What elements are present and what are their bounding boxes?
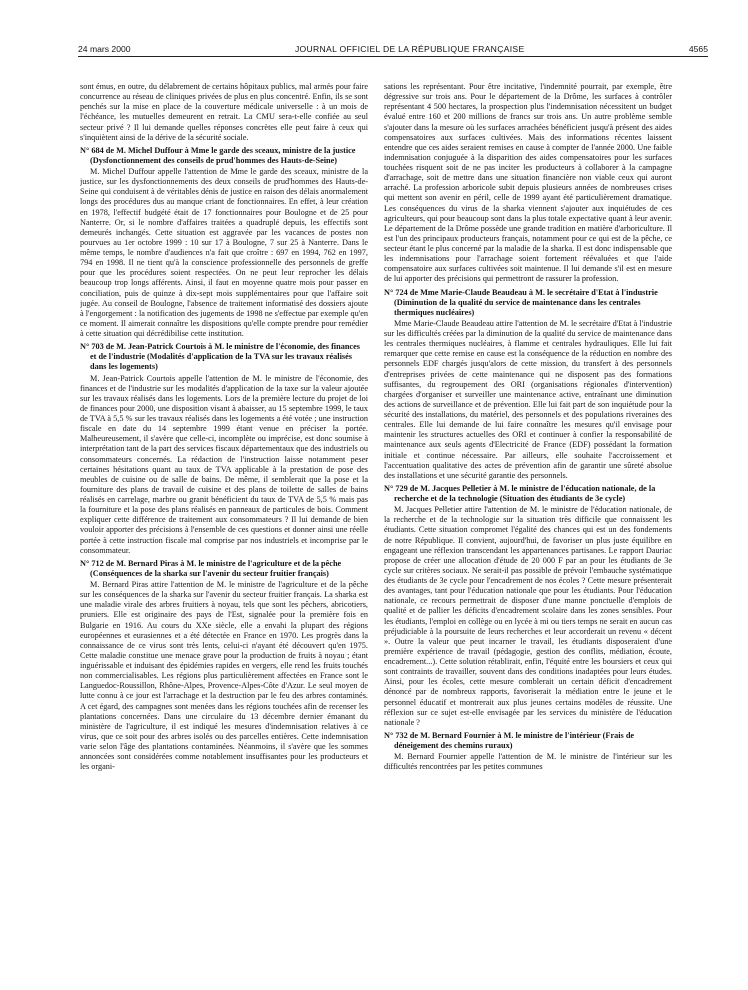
continued-paragraph-712: sations les représentant. Pour être incitative, l'indemnité pourrait, par exemple, être dégressive sur trois ans. Pour le département de la Drôme, les surfaces à contrôler représentant 4 500 hectares, la prospection plus l'indemnisation nécessitent un budget évalué entre 160 et 200 millions de francs sur trois ans. Un autre problème semble s'ajouter dans la mesure où les surfaces arrachées bénéficient jusqu'à présent des aides compensatoires aux surfaces cultivées. Mais des informations récentes laissent entendre que ces aides seraient remises en cause à compter de l'année 2000. Une faible indemnisation conjuguée à la disparition des aides compensatoires pour les surfaces touchées risquent soit de ne pas inciter les producteurs à collaborer à la campagne d'arrachage, soit de mettre dans une situation financière non viable ceux qui auront arraché. La profession arboricole subit depuis plusieurs années de nombreuses crises qui mettent son avenir en péril, celle de 1999 ayant été particulièrement dramatique. Les conséquences du virus de la sharka viennent s'ajouter aux inquiétudes de ces agriculteurs, qui pour beaucoup sont dans la plus totale expectative quant à leur avenir. Le département de la Drôme possède une grande tradition en matière d'arboriculture. Il est l'un des principaux producteurs français, notamment pour ce qui est de la pêche, ce secteur étant le plus concerné par la maladie de la sharka. Il est donc indispensable que les indemnisations pour l'arrachage soient fortement réévaluées et que l'aide compensatoire aux surfaces cultivées soit maintenue. Il lui demande s'il est en mesure de lui apporter des précisions qui permettront de rassurer la profession. xyxy=(384,82,672,284)
question-684-title: N° 684 de M. Michel Duffour à Mme le garde des sceaux, ministre de la justice (Dysfonctionnement des conseils de prud'hommes des Hauts-de-Seine) xyxy=(80,145,356,165)
question-712-body: M. Bernard Piras attire l'attention de M. le ministre de l'agriculture et de la pêche sur les conséquences de la sharka sur l'avenir du secteur fruitier français. La sharka est une maladie virale des arbres fruitiers à noyau, tels que sont les pêchers, abricotiers, pruniers. Elle est originaire des pays de l'Est, signalée pour la première fois en Bulgarie en 1916. Au cours du XXe siècle, elle a envahi la plupart des régions européennes et eurasiennes et a été détectée en France en 1970. Les progrès dans la connaissance de ce virus sont très lents, celui-ci n'ayant été découvert qu'en 1975. Cette maladie constitue une menace grave pour la production de fruits à noyau ; étant inguérissable et induisant des épidémies rapides en vergers, elle rend les fruits touchés non commercialisables. Les régions plus particulièrement affectées en France sont le Languedoc-Roussillon, Rhône-Alpes, Provence-Alpes-Côte d'Azur. Le seul moyen de lutte connu à ce jour est l'arrachage et la destruction par le feu des arbres contaminés. A cet égard, des campagnes sont menées dans les régions touchées afin de recenser les plantations concernées. Dans une circulaire du 13 décembre dernier émanant du ministère de l'agriculture, il est indiqué les mesures d'indemnisation relatives à ce virus, que ce soit pour des arbres isolés ou des parcelles entières. Cette indemnisation varie selon l'âge des plantations contaminées. Néanmoins, il s'avère que les sommes annoncées sont considérées comme notablement insuffisantes pour les producteurs et les organi- xyxy=(80,580,368,772)
page-header xyxy=(78,38,708,54)
question-703-title: N° 703 de M. Jean-Patrick Courtois à M. le ministre de l'économie, des finances et de l'industrie (Modalités d'application de la TVA sur les travaux réalisés dans les logements) xyxy=(80,342,360,372)
left-column xyxy=(80,82,368,982)
continued-paragraph: sont émus, en outre, du délabrement de certains hôpitaux publics, mal armés pour faire concurrence au réseau de cliniques privées de plus en plus concentré. Enfin, ils se sont penchés sur la mise en place de la couverture médicale universelle : à un mois de l'échéance, les mutuelles demeurent en retrait. La CMU sera-t-elle confiée au seul secteur privé ? Il lui demande quelles réponses concrètes elle peut faire à ceux qui s'inquiètent ainsi de la dérive de la sécurité sociale. xyxy=(80,82,368,142)
question-703-body: M. Jean-Patrick Courtois appelle l'attention de M. le ministre de l'économie, des finances et de l'industrie sur les modalités d'application de la taxe sur la valeur ajoutée sur les travaux réalisés dans les logements. Lors de la première lecture du projet de loi de finances pour 2000, une disposition visant à abaisser, au 15 septembre 1999, le taux de TVA à 5,5 % sur les travaux réalisés dans les logements a été votée ; une instruction fiscale en date du 14 septembre 1999 étant venue en préciser la portée. Malheureusement, il s'avère que celle-ci, incomplète ou imprécise, est donc soumise à interprétation tant de la part des services fiscaux départementaux que des industriels ou consommateurs concernés. La rédaction de l'instruction laisse notamment peser certaines hésitations quant au taux de TVA applicable à la prestation de pose des meubles de cuisine ou de salle de bains. De même, il semblerait que la pose et la fourniture des plans de travail de cuisine et des plans de toilette de salles de bains réalisés en carrelage, marbre ou granit bénéficient du taux de TVA de 5,5 % mais pas la fourniture et la pose des plans réalisés en panneaux de particules de bois. Comment expliquer cette différence de traitement aux consommateurs ? Il lui demande de bien vouloir apporter des précisions à l'ensemble de ces questions et donner ainsi une réelle portée à cette instruction fiscale mal comprise par nos industriels et incomprise par le consommateur. xyxy=(80,373,368,555)
question-732-body: M. Bernard Fournier appelle l'attention de M. le ministre de l'intérieur sur les difficultés rencontrées par les petites communes xyxy=(384,752,672,772)
header-page-number: 4565 xyxy=(688,44,708,54)
question-724-title: N° 724 de Mme Marie-Claude Beaudeau à M. le secrétaire d'Etat à l'industrie (Diminution de la qualité du service de maintenance dans les centrales thermiques nucléaires) xyxy=(384,287,658,317)
question-684-body: M. Michel Duffour appelle l'attention de Mme le garde des sceaux, ministre de la justice, sur les dysfonctionnements des deux conseils de prud'hommes des Hauts-de-Seine qui conduisent à de véritables dénis de justice en raison des délais anormalement longs des procédures dus au manque criant de fonctionnaires. En effet, à leur création en 1978, l'effectif budgété était de 17 fonctionnaires pour Boulogne et de 25 pour Nanterre. Or, si le nombre d'affaires traitées a quadruplé depuis, les effectifs sont demeurés inchangés. Cette situation est aggravée par les vacances de postes non pourvues au 1er octobre 1999 : 10 sur 17 à Boulogne, 7 sur 25 à Nanterre. Dans le même temps, le nombre d'audiences n'a fait que croître : 697 en 1994, 762 en 1997, 794 en 1998. Il ne tient qu'à la conscience professionnelle des personnels de greffe pour que les procédures soient respectées. On ne peut leur reprocher les délais beaucoup trop longs afférents. Ainsi, il faut en moyenne quatre mois pour passer en conciliation, puis de quinze à dix-sept mois supplémentaires pour que l'affaire soit jugée. Au conseil de Boulogne, l'absence de traitement informatisé des dossiers ajoute à l'engorgement : la notification des jugements de 1998 ne s'effectue par exemple qu'en ce moment. Il aimerait connaître les dispositions qu'elle compte prendre pour remédier à cette situation qui décrédibilise cette institution. xyxy=(80,167,368,338)
question-729-body: M. Jacques Pelletier attire l'attention de M. le ministre de l'éducation nationale, de la recherche et de la technologie sur la situation très difficile que connaissent les étudiants. Cette situation compromet l'égalité des chances qui est un des fondements de notre République. Il convient, aujourd'hui, de favoriser un plus juste équilibre en engageant une réflexion transcendant les appartenances partisanes. Le rapport Dauriac propose de créer une allocation d'étude de 20 000 F par an pour les étudiants de 3e cycle sur critères sociaux. Ne serait-il pas possible de prévoir l'embauche systématique des étudiants de 3e cycle pour l'encadrement de nos écoles ? Cette mesure présenterait des avantages, tant pour l'éducation nationale que pour les étudiants. Pour l'éducation nationale, ce recours permettrait de disposer d'une manne ponctuelle d'emplois de qualité et de pallier les déficits d'encadrement scolaire dans les zones sensibles. Pour les étudiants, l'emploi en collège ou en lycée à mi ou tiers temps ne serait en aucun cas préjudiciable à la poursuite de leurs recherches et leur accorderait un revenu « décent ». Outre la valeur que peut incarner le travail, les étudiants disposeraient d'une première expérience de travail (pédagogie, gestion des conflits, médiation, écoute, encadrement...). Cette solution rétablirait, enfin, l'équité entre les boursiers et ceux qui sont contraints de travailler, souvent dans des conditions inadaptées pour leurs études. Ainsi, pour les écoles, cette mesure comblerait un certain déficit d'encadrement dénoncé par de nombreux rapports, favoriserait la médiation entre le jeune et le personnel éducatif et montrerait aux plus jeunes certains modèles de réussite. Une réflexion sur ce sujet est-elle envisagée par les services du ministère de l'éducation nationale ? xyxy=(384,505,672,727)
header-rule xyxy=(78,56,708,57)
question-729-title: N° 729 de M. Jacques Pelletier à M. le ministre de l'éducation nationale, de la recherche et de la technologie (Situation des étudiants de 3e cycle) xyxy=(384,483,656,503)
question-732-title: N° 732 de M. Bernard Fournier à M. le ministre de l'intérieur (Frais de déneigement des chemins ruraux) xyxy=(384,730,635,750)
header-date: 24 mars 2000 xyxy=(78,44,131,54)
question-712-title: N° 712 de M. Bernard Piras à M. le ministre de l'agriculture et de la pêche (Conséquences de la sharka sur l'avenir du secteur fruitier français) xyxy=(80,558,342,578)
question-724-body: Mme Marie-Claude Beaudeau attire l'attention de M. le secrétaire d'Etat à l'industrie sur les difficultés créées par la diminution de la qualité du service de maintenance dans les centrales thermiques nucléaires, à flamme et centrales hydrauliques. Elle lui fait remarquer que cette remise en cause est la conséquence de la réduction en nombre des personnels EDF chargés jusqu'alors de cette mission, du transfert à des personnels d'entreprises privées de cette maintenance qui ne disposent pas des formations suffisantes, du regroupement des ORI (organisations régionales d'intervention) chargées d'organiser et surveiller une maintenance active, entraînant une diminution des actions de surveillance et de prévention. Elle lui fait part de son inquiétude pour la sécurité des installations, du matériel, des personnels et des populations riveraines des centrales. Elle lui demande de lui faire connaître les mesures qu'il envisage pour maintenir les structures actuelles des ORI et continuer à confier la responsabilité de maintenance aux seuls agents d'Electricité de France (EDF) possédant la formation initiale et continue nécessaire. Par ailleurs, elle souhaite l'accroissement et l'accentuation qualitative des actes de prévention afin de garantir une sûreté absolue des installations et une sécurité garantie des personnels. xyxy=(384,318,672,480)
right-column xyxy=(384,82,672,982)
header-title: JOURNAL OFFICIEL DE LA RÉPUBLIQUE FRANÇAISE xyxy=(294,44,525,54)
